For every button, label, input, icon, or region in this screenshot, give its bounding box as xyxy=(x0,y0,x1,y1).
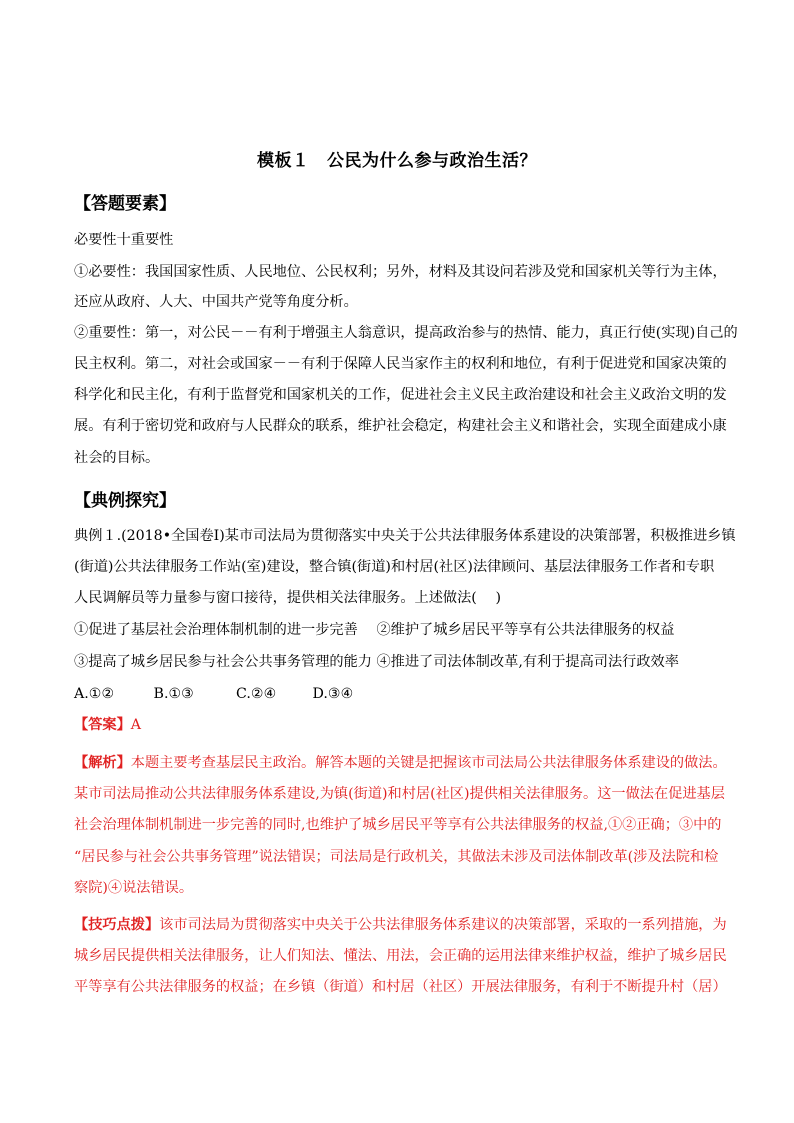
analysis-line: 某市司法局推动公共法律服务体系建设,为镇(街道)和村居(社区)提供相关法律服务。这一做法在促进基层 xyxy=(74,786,725,802)
question-line: ①促进了基层社会治理体制机制的进一步完善 ②维护了城乡居民平等享有公共法律服务的权益 xyxy=(74,622,675,638)
tips-line xyxy=(74,915,727,935)
question-line: (街道)公共法律服务工作站(室)建设，整合镇(街道)和村居(社区)法律顾问、基层法律服务工作者和专职 xyxy=(74,559,715,575)
analysis-label: 【解析】 xyxy=(74,755,131,771)
option-c: C.②④ xyxy=(236,686,277,702)
question-line: 人民调解员等力量参与窗口接待，提供相关法律服务。上述做法( ) xyxy=(74,590,502,606)
section-heading-example: 【典例探究】 xyxy=(74,491,176,511)
answer-line xyxy=(74,715,724,735)
question-line: ③提高了城乡居民参与社会公共事务管理的能力 ④推进了司法体制改革,有利于提高司法行政效率 xyxy=(74,654,679,670)
tips-label: 【技巧点拨】 xyxy=(74,917,160,933)
text-line: 展。有利于密切党和政府与人民群众的联系，维护社会稳定，构建社会主义和谐社会，实现全面建成小康 xyxy=(74,418,727,434)
tips-line: 平等享有公共法律服务的权益；在乡镇（街道）和村居（社区）开展法律服务，有利于不断提升村（居） xyxy=(74,979,727,995)
option-a: A.①② xyxy=(74,686,115,702)
answer-options xyxy=(74,684,724,704)
text-line: 民主权利。第二，对社会或国家－－有利于保障人民当家作主的权利和地位，有利于促进党和国家决策的 xyxy=(74,356,727,372)
text-line: 社会的目标。 xyxy=(74,450,160,466)
option-b: B.①③ xyxy=(153,686,194,702)
analysis-line: “居民参与社会公共事务管理”说法错误；司法局是行政机关，其做法未涉及司法体制改革(涉及法院和检 xyxy=(74,849,719,865)
analysis-line: 社会治理体制机制进一步完善的同时,也维护了城乡居民平等享有公共法律服务的权益,①②正确；③中的 xyxy=(74,817,722,833)
question-line: 典例１.(2018•全国卷Ⅰ)某市司法局为贯彻落实中央关于公共法律服务体系建设的决策部署，积极推进乡镇 xyxy=(74,528,736,544)
text-line: ②重要性：第一，对公民－－有利于增强主人翁意识，提高政治参与的热情、能力，真正行使(实现)自己的 xyxy=(74,325,738,341)
text-line: ①必要性：我国国家性质、人民地位、公民权利；另外，材料及其设问若涉及党和国家机关等行为主体， xyxy=(74,264,727,280)
tips-line: 城乡居民提供相关法律服务，让人们知法、懂法、用法，会正确的运用法律来维护权益，维护了城乡居民 xyxy=(74,948,727,964)
analysis-text: 本题主要考查基层民主政治。解答本题的关键是把握该市司法局公共法律服务体系建设的做法。 xyxy=(130,755,727,771)
section-heading-answer-elements: 【答题要素】 xyxy=(74,194,176,214)
answer-label: 【答案】 xyxy=(74,717,131,733)
text-line: 必要性十重要性 xyxy=(74,232,174,248)
tips-text: 该市司法局为贯彻落实中央关于公共法律服务体系建议的决策部署，采取的一系列措施，为 xyxy=(159,917,727,933)
text-line: 科学化和民主化，有利于监督党和国家机关的工作，促进社会主义民主政治建设和社会主义政治文明的发 xyxy=(74,387,727,403)
option-d: D.③④ xyxy=(312,686,354,702)
page-title: 模板１ 公民为什么参与政治生活？ xyxy=(257,151,537,171)
answer-value: A xyxy=(130,717,142,733)
analysis-line: 察院)④说法错误。 xyxy=(74,880,194,896)
analysis-line xyxy=(74,753,727,773)
text-line: 还应从政府、人大、中国共产党等角度分析。 xyxy=(74,294,358,310)
